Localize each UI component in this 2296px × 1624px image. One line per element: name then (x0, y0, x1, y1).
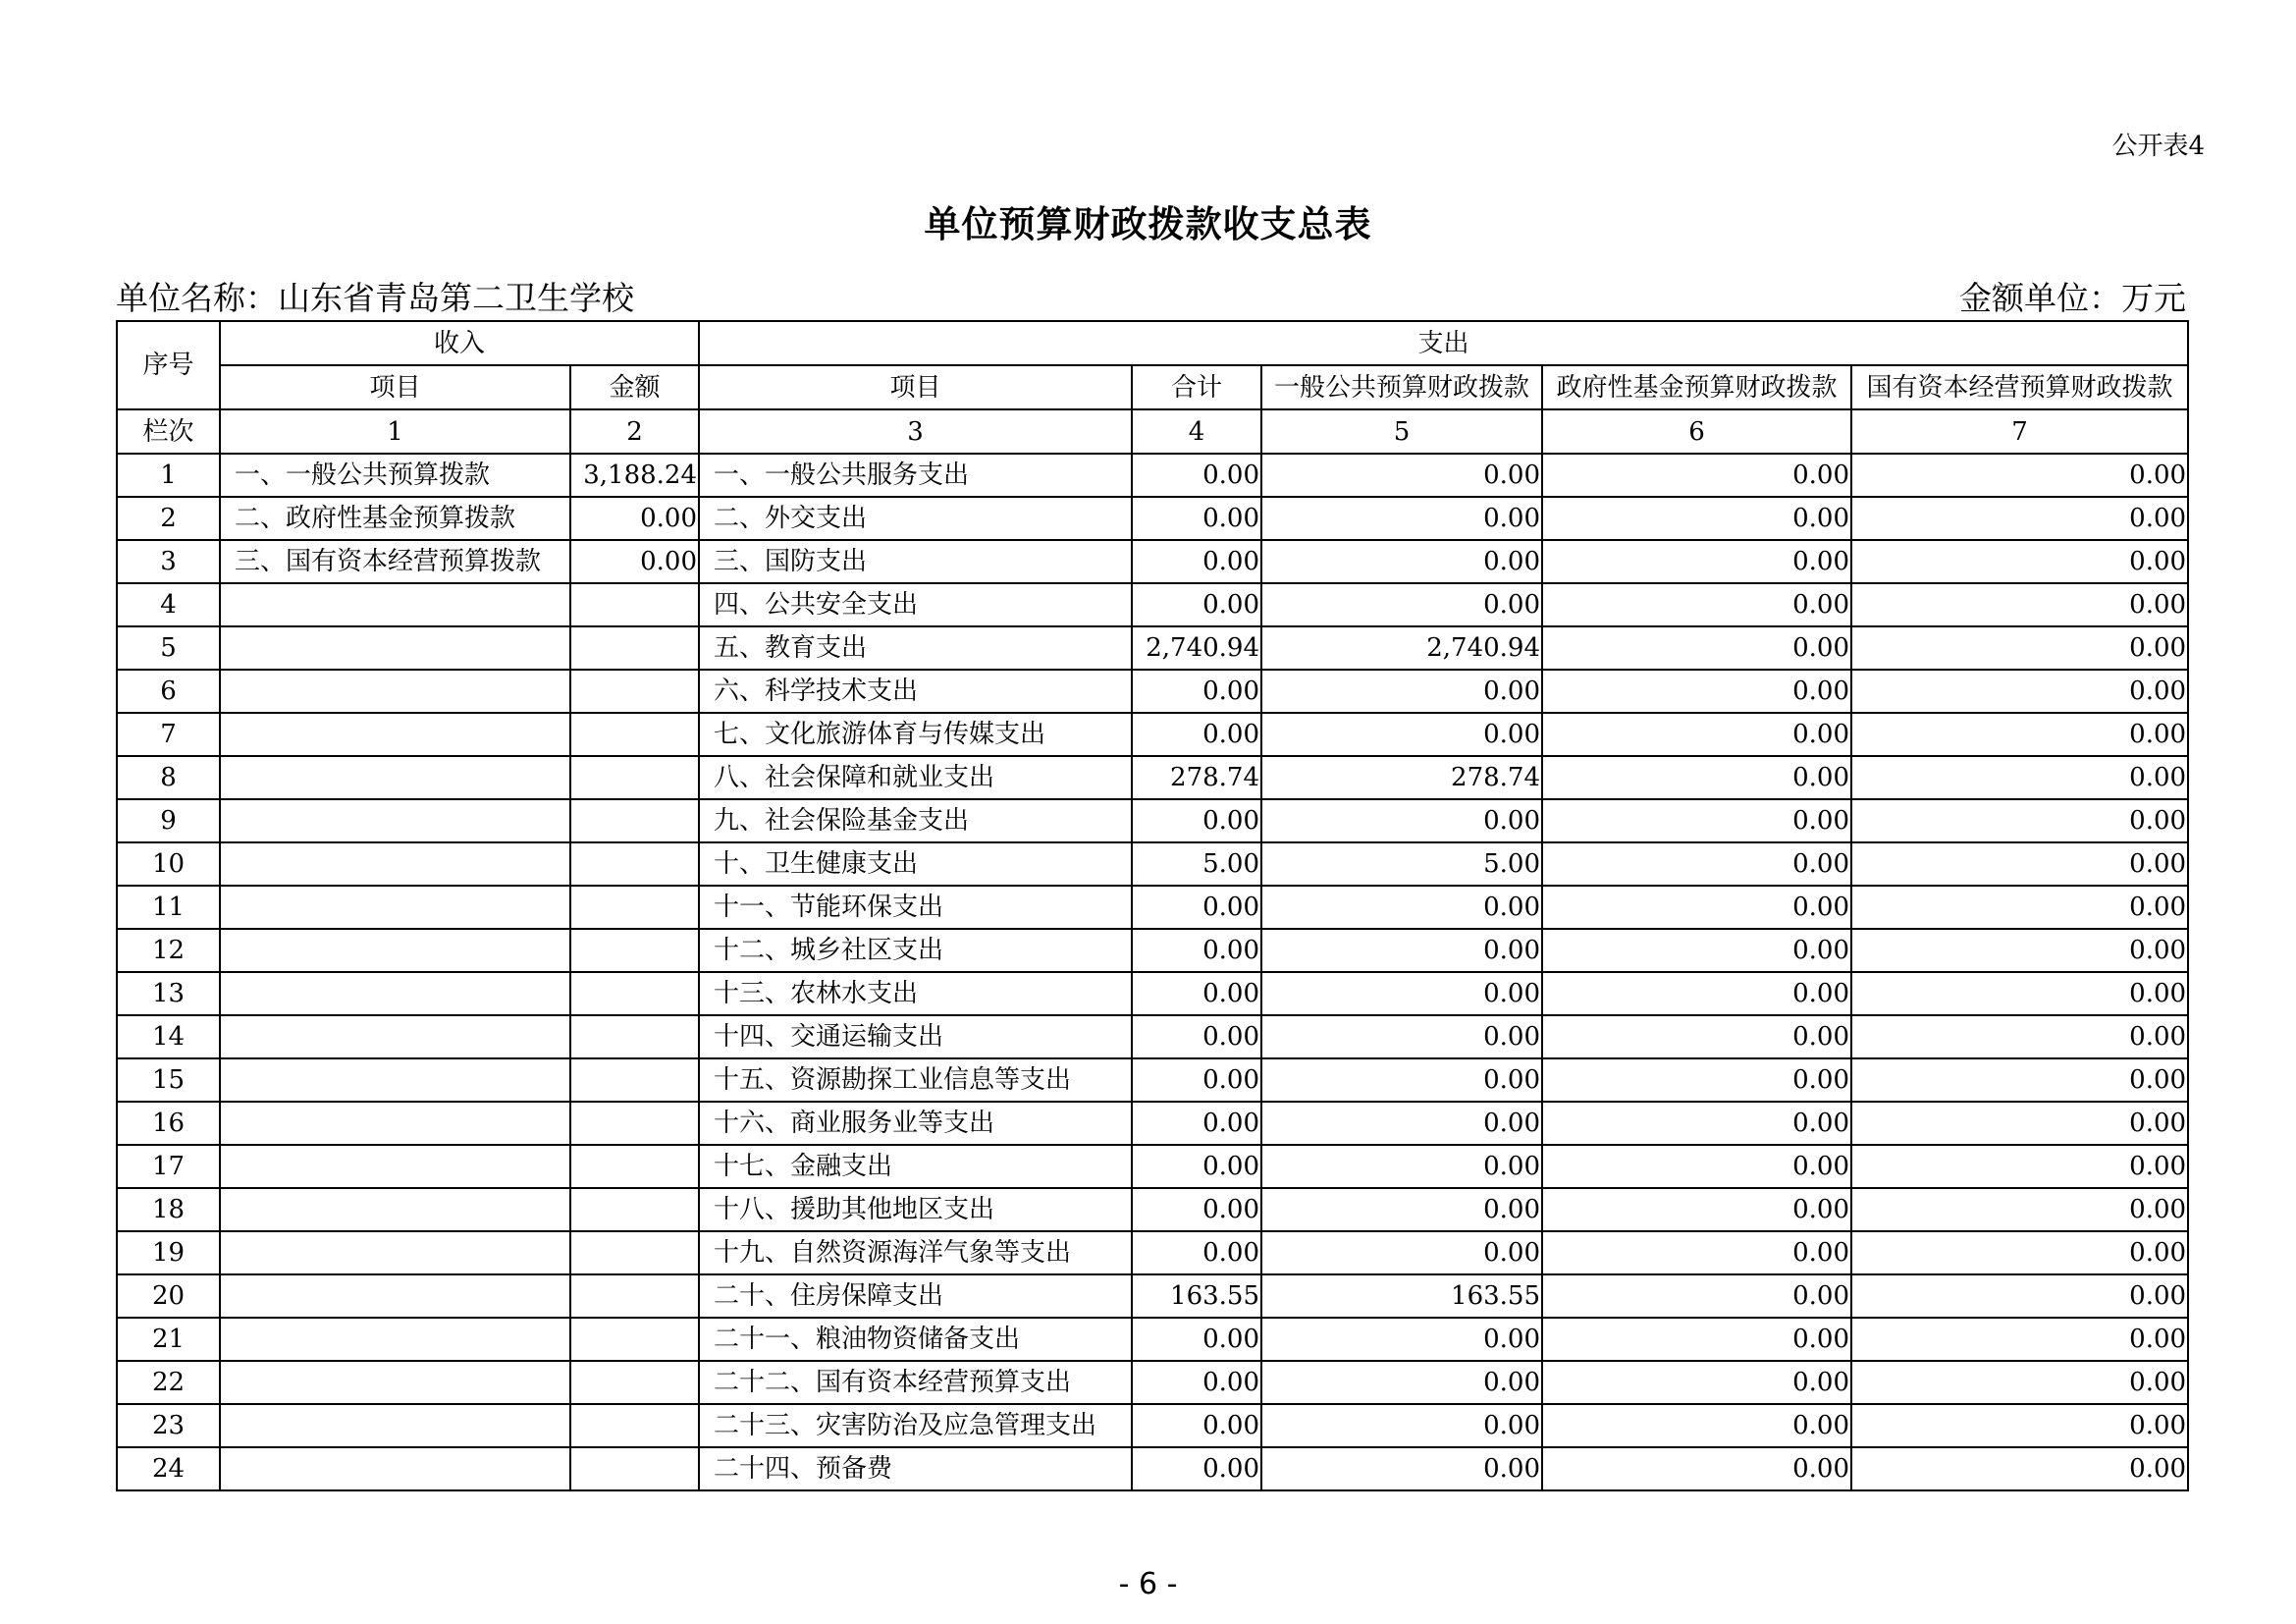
header-income-item: 项目 (220, 365, 570, 409)
header-expense-item: 项目 (699, 365, 1132, 409)
expense-state-capital: 0.00 (1851, 454, 2188, 497)
income-amount (570, 1231, 699, 1274)
expense-state-capital: 0.00 (1851, 972, 2188, 1015)
expense-general: 0.00 (1261, 799, 1542, 842)
income-amount (570, 1404, 699, 1447)
income-amount: 0.00 (570, 497, 699, 540)
table-row (117, 756, 2188, 799)
row-seq: 20 (117, 1274, 220, 1318)
expense-state-capital: 0.00 (1851, 1274, 2188, 1318)
expense-general: 0.00 (1261, 1102, 1542, 1145)
row-seq: 17 (117, 1145, 220, 1188)
expense-fund: 0.00 (1542, 1015, 1851, 1058)
income-item (220, 1318, 570, 1361)
expense-item: 十三、农林水支出 (699, 972, 1132, 1015)
expense-total: 0.00 (1132, 1188, 1261, 1231)
expense-general: 278.74 (1261, 756, 1542, 799)
expense-item: 九、社会保险基金支出 (699, 799, 1132, 842)
table-row (117, 929, 2188, 972)
expense-total: 0.00 (1132, 1231, 1261, 1274)
expense-general: 0.00 (1261, 670, 1542, 713)
expense-fund: 0.00 (1542, 1058, 1851, 1102)
expense-item: 二、外交支出 (699, 497, 1132, 540)
table-row (117, 1145, 2188, 1188)
row-seq: 8 (117, 756, 220, 799)
income-amount (570, 583, 699, 626)
expense-state-capital: 0.00 (1851, 583, 2188, 626)
expense-state-capital: 0.00 (1851, 1015, 2188, 1058)
expense-item: 十、卫生健康支出 (699, 842, 1132, 886)
row-seq: 6 (117, 670, 220, 713)
income-amount (570, 886, 699, 929)
col-num: 7 (1851, 409, 2188, 454)
expense-general: 0.00 (1261, 497, 1542, 540)
income-item (220, 842, 570, 886)
income-amount (570, 1015, 699, 1058)
unit-info-row (116, 273, 2186, 316)
table-row (117, 1188, 2188, 1231)
table-row (117, 886, 2188, 929)
expense-item: 十六、商业服务业等支出 (699, 1102, 1132, 1145)
header-expense: 支出 (699, 321, 2188, 365)
income-item (220, 1447, 570, 1490)
expense-total: 0.00 (1132, 670, 1261, 713)
header-row-1 (117, 321, 2188, 365)
col-label: 栏次 (117, 409, 220, 454)
row-seq: 24 (117, 1447, 220, 1490)
row-seq: 12 (117, 929, 220, 972)
expense-fund: 0.00 (1542, 1188, 1851, 1231)
table-row (117, 1318, 2188, 1361)
expense-general: 0.00 (1261, 929, 1542, 972)
expense-general: 0.00 (1261, 1404, 1542, 1447)
table-row (117, 670, 2188, 713)
expense-fund: 0.00 (1542, 1318, 1851, 1361)
table-row (117, 713, 2188, 756)
expense-total: 0.00 (1132, 1404, 1261, 1447)
income-amount (570, 1447, 699, 1490)
income-item (220, 1015, 570, 1058)
expense-general: 0.00 (1261, 1188, 1542, 1231)
table-row (117, 799, 2188, 842)
income-item: 一、一般公共预算拨款 (220, 454, 570, 497)
expense-fund: 0.00 (1542, 626, 1851, 670)
expense-item: 二十二、国有资本经营预算支出 (699, 1361, 1132, 1404)
expense-total: 0.00 (1132, 929, 1261, 972)
expense-item: 一、一般公共服务支出 (699, 454, 1132, 497)
income-amount (570, 670, 699, 713)
page-title: 单位预算财政拨款收支总表 (924, 203, 1372, 245)
header-total: 合计 (1132, 365, 1261, 409)
unit-name: 单位名称：山东省青岛第二卫生学校 (116, 279, 634, 317)
expense-item: 六、科学技术支出 (699, 670, 1132, 713)
expense-fund: 0.00 (1542, 670, 1851, 713)
expense-general: 0.00 (1261, 1145, 1542, 1188)
expense-item: 二十、住房保障支出 (699, 1274, 1132, 1318)
expense-state-capital: 0.00 (1851, 886, 2188, 929)
table-row (117, 972, 2188, 1015)
income-item (220, 1188, 570, 1231)
expense-general: 2,740.94 (1261, 626, 1542, 670)
row-seq: 3 (117, 540, 220, 583)
expense-total: 0.00 (1132, 972, 1261, 1015)
expense-item: 三、国防支出 (699, 540, 1132, 583)
expense-total: 5.00 (1132, 842, 1261, 886)
col-num: 6 (1542, 409, 1851, 454)
expense-fund: 0.00 (1542, 929, 1851, 972)
expense-state-capital: 0.00 (1851, 1188, 2188, 1231)
income-item (220, 1102, 570, 1145)
expense-general: 0.00 (1261, 583, 1542, 626)
expense-general: 0.00 (1261, 1447, 1542, 1490)
expense-fund: 0.00 (1542, 1145, 1851, 1188)
income-amount (570, 1274, 699, 1318)
row-seq: 7 (117, 713, 220, 756)
table-row (117, 1361, 2188, 1404)
income-amount (570, 842, 699, 886)
income-amount (570, 929, 699, 972)
col-num: 4 (1132, 409, 1261, 454)
row-seq: 16 (117, 1102, 220, 1145)
expense-total: 0.00 (1132, 1447, 1261, 1490)
income-amount (570, 799, 699, 842)
row-seq: 11 (117, 886, 220, 929)
header-income: 收入 (220, 321, 699, 365)
expense-fund: 0.00 (1542, 972, 1851, 1015)
table-row (117, 1404, 2188, 1447)
income-amount: 0.00 (570, 540, 699, 583)
table-row (117, 1447, 2188, 1490)
expense-fund: 0.00 (1542, 799, 1851, 842)
income-amount (570, 626, 699, 670)
table-code: 公开表4 (2111, 132, 2205, 161)
row-seq: 9 (117, 799, 220, 842)
expense-fund: 0.00 (1542, 886, 1851, 929)
expense-state-capital: 0.00 (1851, 799, 2188, 842)
expense-fund: 0.00 (1542, 1274, 1851, 1318)
table-row (117, 626, 2188, 670)
expense-total: 163.55 (1132, 1274, 1261, 1318)
expense-general: 163.55 (1261, 1274, 1542, 1318)
income-amount (570, 1318, 699, 1361)
row-seq: 21 (117, 1318, 220, 1361)
income-item (220, 1231, 570, 1274)
expense-item: 十九、自然资源海洋气象等支出 (699, 1231, 1132, 1274)
row-seq: 13 (117, 972, 220, 1015)
row-seq: 14 (117, 1015, 220, 1058)
income-item (220, 713, 570, 756)
expense-total: 0.00 (1132, 497, 1261, 540)
table-row (117, 1058, 2188, 1102)
expense-item: 二十一、粮油物资储备支出 (699, 1318, 1132, 1361)
expense-total: 0.00 (1132, 454, 1261, 497)
expense-total: 0.00 (1132, 540, 1261, 583)
income-item (220, 1145, 570, 1188)
expense-state-capital: 0.00 (1851, 929, 2188, 972)
amount-unit: 金额单位：万元 (1959, 279, 2186, 317)
column-number-row (117, 409, 2188, 454)
expense-fund: 0.00 (1542, 1447, 1851, 1490)
expense-state-capital: 0.00 (1851, 540, 2188, 583)
expense-general: 0.00 (1261, 713, 1542, 756)
expense-general: 0.00 (1261, 886, 1542, 929)
expense-fund: 0.00 (1542, 497, 1851, 540)
expense-total: 0.00 (1132, 1058, 1261, 1102)
expense-item: 十二、城乡社区支出 (699, 929, 1132, 972)
income-amount (570, 713, 699, 756)
income-item (220, 1361, 570, 1404)
header-fund: 政府性基金预算财政拨款 (1542, 365, 1851, 409)
expense-state-capital: 0.00 (1851, 1447, 2188, 1490)
expense-state-capital: 0.00 (1851, 497, 2188, 540)
col-num: 2 (570, 409, 699, 454)
expense-general: 0.00 (1261, 1361, 1542, 1404)
expense-general: 0.00 (1261, 454, 1542, 497)
income-item (220, 799, 570, 842)
expense-state-capital: 0.00 (1851, 670, 2188, 713)
expense-state-capital: 0.00 (1851, 842, 2188, 886)
expense-item: 二十三、灾害防治及应急管理支出 (699, 1404, 1132, 1447)
col-num: 5 (1261, 409, 1542, 454)
expense-fund: 0.00 (1542, 756, 1851, 799)
header-state-capital: 国有资本经营预算财政拨款 (1851, 365, 2188, 409)
expense-general: 0.00 (1261, 1318, 1542, 1361)
expense-state-capital: 0.00 (1851, 713, 2188, 756)
row-seq: 19 (117, 1231, 220, 1274)
income-item (220, 1274, 570, 1318)
expense-total: 0.00 (1132, 886, 1261, 929)
table-row (117, 540, 2188, 583)
expense-fund: 0.00 (1542, 454, 1851, 497)
row-seq: 1 (117, 454, 220, 497)
row-seq: 23 (117, 1404, 220, 1447)
row-seq: 2 (117, 497, 220, 540)
expense-state-capital: 0.00 (1851, 1058, 2188, 1102)
expense-general: 5.00 (1261, 842, 1542, 886)
income-item: 三、国有资本经营预算拨款 (220, 540, 570, 583)
expense-general: 0.00 (1261, 1015, 1542, 1058)
income-item (220, 1404, 570, 1447)
income-item (220, 972, 570, 1015)
table-row (117, 842, 2188, 886)
income-amount (570, 1361, 699, 1404)
table-row (117, 1102, 2188, 1145)
income-amount (570, 1145, 699, 1188)
expense-fund: 0.00 (1542, 713, 1851, 756)
row-seq: 4 (117, 583, 220, 626)
income-amount (570, 1058, 699, 1102)
income-amount: 3,188.24 (570, 454, 699, 497)
expense-total: 0.00 (1132, 1361, 1261, 1404)
expense-total: 0.00 (1132, 583, 1261, 626)
header-row-2 (117, 365, 2188, 409)
expense-total: 0.00 (1132, 1102, 1261, 1145)
table-row (117, 454, 2188, 497)
expense-state-capital: 0.00 (1851, 1145, 2188, 1188)
expense-total: 2,740.94 (1132, 626, 1261, 670)
expense-fund: 0.00 (1542, 1102, 1851, 1145)
row-seq: 22 (117, 1361, 220, 1404)
expense-item: 十五、资源勘探工业信息等支出 (699, 1058, 1132, 1102)
expense-general: 0.00 (1261, 1231, 1542, 1274)
expense-fund: 0.00 (1542, 540, 1851, 583)
income-item (220, 929, 570, 972)
expense-state-capital: 0.00 (1851, 1231, 2188, 1274)
expense-fund: 0.00 (1542, 1231, 1851, 1274)
income-item (220, 626, 570, 670)
header-income-amount: 金额 (570, 365, 699, 409)
budget-table (116, 320, 2189, 1491)
expense-general: 0.00 (1261, 1058, 1542, 1102)
expense-state-capital: 0.00 (1851, 1102, 2188, 1145)
income-item (220, 670, 570, 713)
table-row (117, 497, 2188, 540)
expense-item: 七、文化旅游体育与传媒支出 (699, 713, 1132, 756)
income-item (220, 886, 570, 929)
expense-total: 0.00 (1132, 1145, 1261, 1188)
expense-state-capital: 0.00 (1851, 756, 2188, 799)
row-seq: 5 (117, 626, 220, 670)
expense-fund: 0.00 (1542, 583, 1851, 626)
expense-total: 0.00 (1132, 713, 1261, 756)
expense-fund: 0.00 (1542, 1361, 1851, 1404)
page-number: - 6 - (1118, 1567, 1178, 1601)
income-item: 二、政府性基金预算拨款 (220, 497, 570, 540)
expense-item: 八、社会保障和就业支出 (699, 756, 1132, 799)
expense-fund: 0.00 (1542, 842, 1851, 886)
table-row (117, 1231, 2188, 1274)
expense-fund: 0.00 (1542, 1404, 1851, 1447)
expense-state-capital: 0.00 (1851, 626, 2188, 670)
table-row (117, 583, 2188, 626)
expense-item: 四、公共安全支出 (699, 583, 1132, 626)
income-item (220, 756, 570, 799)
row-seq: 15 (117, 1058, 220, 1102)
table-row (117, 1274, 2188, 1318)
expense-total: 0.00 (1132, 1318, 1261, 1361)
income-amount (570, 1188, 699, 1231)
expense-general: 0.00 (1261, 540, 1542, 583)
income-amount (570, 1102, 699, 1145)
expense-item: 十八、援助其他地区支出 (699, 1188, 1132, 1231)
expense-item: 十四、交通运输支出 (699, 1015, 1132, 1058)
row-seq: 18 (117, 1188, 220, 1231)
income-amount (570, 756, 699, 799)
expense-state-capital: 0.00 (1851, 1361, 2188, 1404)
header-seq: 序号 (117, 321, 220, 409)
col-num: 3 (699, 409, 1132, 454)
income-item (220, 1058, 570, 1102)
expense-state-capital: 0.00 (1851, 1404, 2188, 1447)
expense-total: 0.00 (1132, 799, 1261, 842)
header-general: 一般公共预算财政拨款 (1261, 365, 1542, 409)
table-row (117, 1015, 2188, 1058)
row-seq: 10 (117, 842, 220, 886)
expense-total: 278.74 (1132, 756, 1261, 799)
income-item (220, 583, 570, 626)
expense-total: 0.00 (1132, 1015, 1261, 1058)
expense-item: 十七、金融支出 (699, 1145, 1132, 1188)
expense-item: 二十四、预备费 (699, 1447, 1132, 1490)
col-num: 1 (220, 409, 570, 454)
income-amount (570, 972, 699, 1015)
expense-state-capital: 0.00 (1851, 1318, 2188, 1361)
expense-item: 十一、节能环保支出 (699, 886, 1132, 929)
expense-general: 0.00 (1261, 972, 1542, 1015)
expense-item: 五、教育支出 (699, 626, 1132, 670)
